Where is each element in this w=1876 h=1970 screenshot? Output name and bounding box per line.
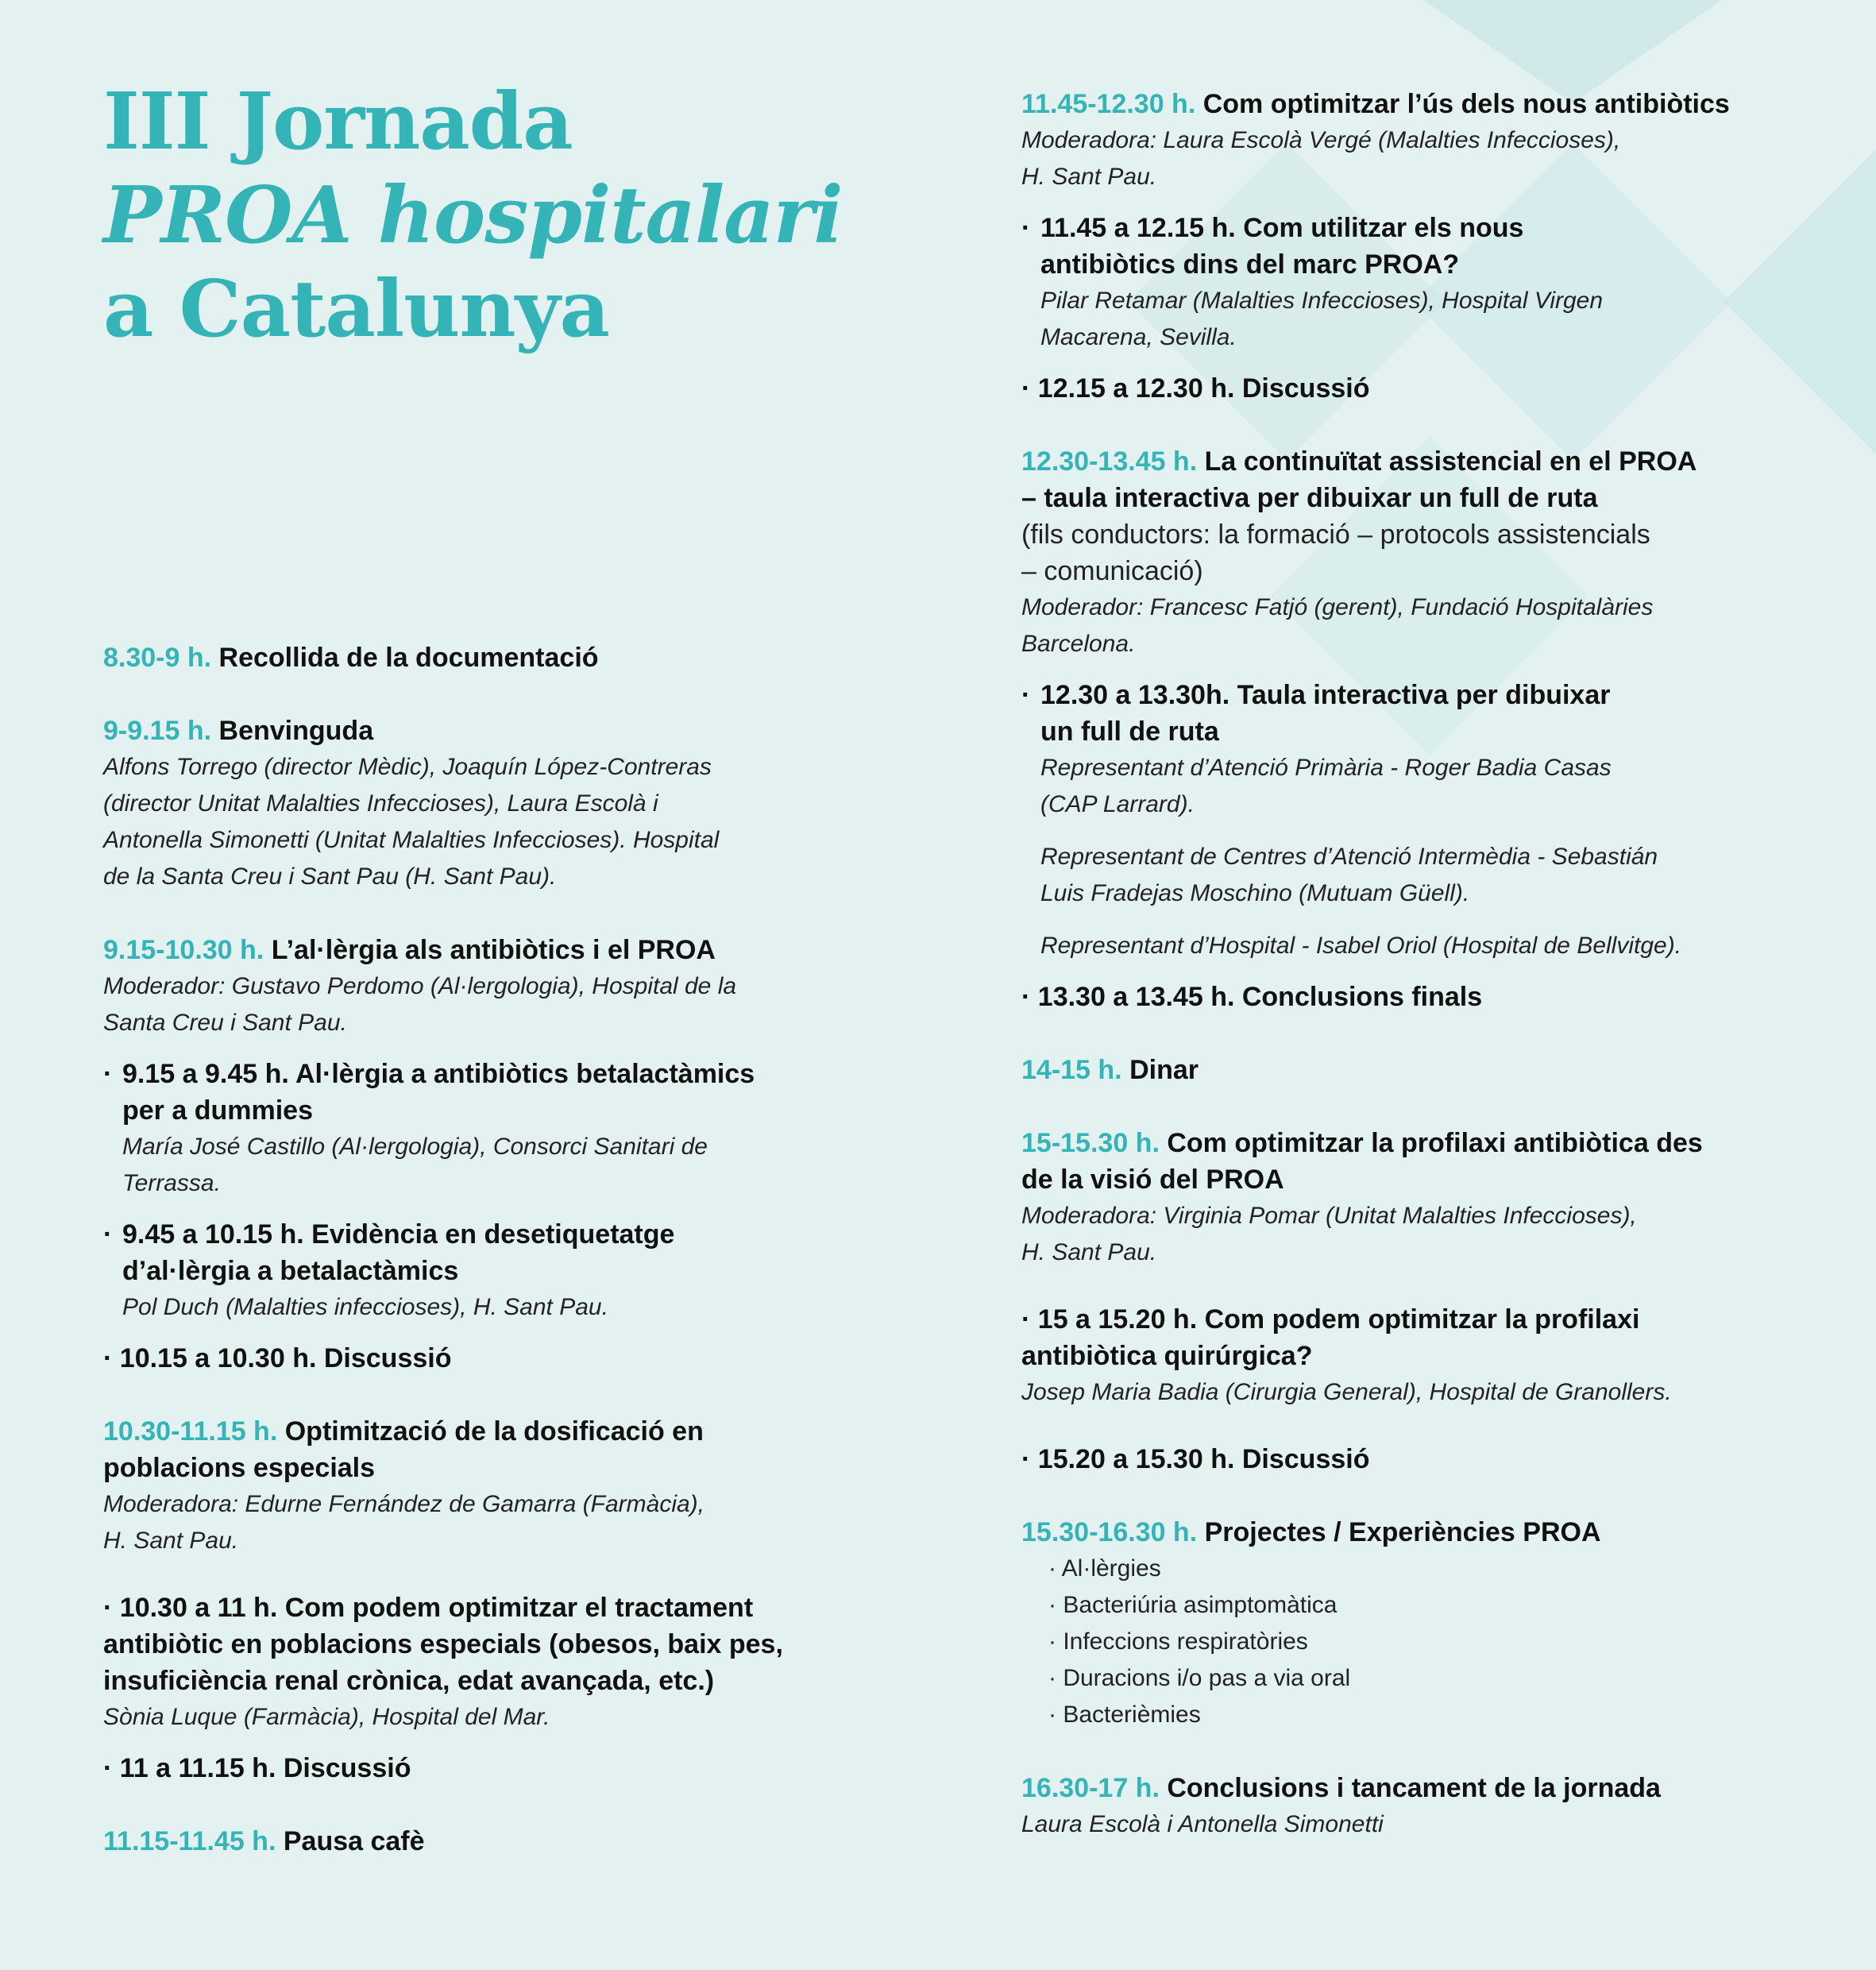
session-title: Dinar	[1129, 1055, 1199, 1085]
moderator-line: Moderadora: Virginia Pomar (Unitat Malalties Infeccioses),	[1021, 1203, 1637, 1229]
topic-item: · Duracions i/o pas a via oral	[1048, 1665, 1351, 1691]
subsession-item	[1021, 210, 1839, 356]
speakers-line: Pol Duch (Malalties infeccioses), H. Sant Pau.	[122, 1294, 608, 1320]
session-title-cont: – taula interactiva per dibuixar un full de ruta	[1021, 483, 1598, 513]
subsession-item	[103, 1216, 850, 1326]
session-title-cont: de la visió del PROA	[1021, 1165, 1284, 1195]
representative-line: Representant d’Atenció Primària - Roger Badia Casas	[1040, 755, 1612, 781]
subsession-title: 11.45 a 12.15 h. Com utilitzar els nous	[1040, 213, 1524, 243]
bullet-dot: ·	[103, 1059, 113, 1089]
session-title: Com optimitzar l’ús dels nous antibiòtics	[1202, 89, 1730, 119]
speakers-line: Terrassa.	[122, 1170, 221, 1196]
subsession-title: 12.30 a 13.30h. Taula interactiva per dibuixar	[1040, 680, 1611, 710]
page-title	[103, 75, 843, 357]
speakers-line: Laura Escolà i Antonella Simonetti	[1021, 1811, 1384, 1837]
subsession-title: 9.45 a 10.15 h. Evidència en desetiquetatge	[122, 1219, 675, 1250]
moderator-line: Moderadora: Laura Escolà Vergé (Malalties Infeccioses),	[1021, 127, 1621, 153]
session-title: Benvinguda	[218, 716, 374, 746]
speakers-line: Macarena, Sevilla.	[1040, 324, 1237, 350]
session-time: 10.30-11.15 h.	[103, 1416, 278, 1447]
session-note: (fils conductors: la formació – protocols assistencials	[1021, 520, 1650, 550]
session-title: Conclusions i tancament de la jornada	[1167, 1773, 1661, 1803]
representative-line: (CAP Larrard).	[1040, 791, 1195, 817]
moderator-line: Moderador: Gustavo Perdomo (Al·lergologia), Hospital de la	[103, 973, 737, 999]
session-dosing	[103, 1413, 850, 1787]
title-line-1: III Jornada	[103, 76, 573, 168]
bullet-dot: ·	[1021, 680, 1031, 710]
session-time: 9-9.15 h.	[103, 716, 212, 746]
session-title: Pausa cafè	[283, 1826, 425, 1856]
subsession-discussion: · 12.15 a 12.30 h. Discussió	[1021, 373, 1370, 404]
subsession-title: per a dummies	[122, 1095, 313, 1126]
session-time: 11.45-12.30 h.	[1021, 89, 1196, 119]
session-title-cont: poblacions especials	[103, 1453, 376, 1483]
subsession-conclusions: · 13.30 a 13.45 h. Conclusions finals	[1021, 982, 1483, 1012]
session-title: Recollida de la documentació	[218, 643, 599, 673]
speakers-line: Antonella Simonetti (Unitat Malalties Infeccioses). Hospital	[103, 827, 720, 853]
subsession-discussion: · 11 a 11.15 h. Discussió	[103, 1753, 411, 1783]
subsession-discussion: · 15.20 a 15.30 h. Discussió	[1021, 1444, 1370, 1474]
topic-item: · Infeccions respiratòries	[1048, 1628, 1308, 1655]
subsession-title: · 10.30 a 11 h. Com podem optimitzar el tractament	[103, 1593, 754, 1623]
subsession-title: · 15 a 15.20 h. Com podem optimitzar la profilaxi	[1021, 1304, 1640, 1335]
session-registration	[103, 639, 850, 676]
session-title: Com optimitzar la profilaxi antibiòtica des	[1167, 1128, 1703, 1158]
title-line-2: PROA hospitalari	[103, 170, 843, 261]
speakers-line: Josep Maria Badia (Cirurgia General), Hospital de Granollers.	[1021, 1379, 1672, 1405]
subsession-item	[103, 1056, 850, 1202]
session-time: 9.15-10.30 h.	[103, 935, 264, 965]
moderator-line: Moderador: Francesc Fatjó (gerent), Fundació Hospitalàries	[1021, 594, 1654, 620]
subsession-title: insuficiència renal crònica, edat avançada, etc.)	[103, 1666, 715, 1696]
moderator-line: Moderadora: Edurne Fernández de Gamarra (Farmàcia),	[103, 1491, 705, 1517]
speakers-line: Pilar Retamar (Malalties Infeccioses), Hospital Virgen	[1040, 288, 1604, 314]
session-time: 11.15-11.45 h.	[103, 1826, 276, 1856]
topic-item: · Bacterièmies	[1048, 1702, 1201, 1728]
bullet-dot: ·	[103, 1219, 113, 1250]
subsession-title: 9.15 a 9.45 h. Al·lèrgia a antibiòtics betalactàmics	[122, 1059, 755, 1089]
moderator-line: H. Sant Pau.	[1021, 164, 1157, 190]
speakers-line: María José Castillo (Al·lergologia), Consorci Sanitari de	[122, 1134, 708, 1160]
session-title: L’al·lèrgia als antibiòtics i el PROA	[271, 935, 716, 965]
session-time: 15.30-16.30 h.	[1021, 1517, 1198, 1547]
session-title: La continuïtat assistencial en el PROA	[1204, 446, 1697, 477]
session-continuity	[1021, 443, 1839, 1015]
subsession-title: antibiòtics dins del marc PROA?	[1040, 249, 1460, 280]
subsession-title: d’al·lèrgia a betalactàmics	[122, 1256, 459, 1286]
program-left-column	[103, 639, 850, 1860]
subsession-title: antibiòtica quirúrgica?	[1021, 1341, 1313, 1371]
session-note: – comunicació)	[1021, 556, 1203, 586]
session-title: Projectes / Experiències PROA	[1204, 1517, 1601, 1547]
moderator-line: H. Sant Pau.	[1021, 1239, 1157, 1265]
session-closing	[1021, 1770, 1839, 1843]
session-time: 14-15 h.	[1021, 1055, 1122, 1085]
session-time: 16.30-17 h.	[1021, 1773, 1160, 1803]
representative-line: Representant d’Hospital - Isabel Oriol (Hospital de Bellvitge).	[1040, 933, 1682, 959]
representative-line: Luis Fradejas Moschino (Mutuam Güell).	[1040, 880, 1470, 906]
session-time: 8.30-9 h.	[103, 643, 212, 673]
moderator-line: Santa Creu i Sant Pau.	[103, 1010, 347, 1036]
subsession-title: un full de ruta	[1040, 717, 1219, 747]
moderator-line: H. Sant Pau.	[103, 1528, 239, 1554]
session-welcome	[103, 713, 850, 895]
program-right-column	[1021, 86, 1839, 1843]
session-time: 12.30-13.45 h.	[1021, 446, 1198, 477]
title-line-3: a Catalunya	[103, 264, 610, 355]
moderator-line: Barcelona.	[1021, 631, 1136, 657]
speakers-line: de la Santa Creu i Sant Pau (H. Sant Pau).	[103, 863, 557, 890]
speakers-line: Sònia Luque (Farmàcia), Hospital del Mar.	[103, 1704, 550, 1730]
subsession-item	[1021, 677, 1839, 964]
session-projects	[1021, 1514, 1839, 1733]
representative-line: Representant de Centres d’Atenció Intermèdia - Sebastián	[1040, 844, 1658, 870]
subsession-title: antibiòtic en poblacions especials (obesos, baix pes,	[103, 1629, 783, 1659]
session-time: 15-15.30 h.	[1021, 1128, 1160, 1158]
speakers-line: Alfons Torrego (director Mèdic), Joaquín López-Contreras	[103, 754, 712, 780]
session-new-antibiotics	[1021, 86, 1839, 407]
subsession-discussion: · 10.15 a 10.30 h. Discussió	[103, 1343, 452, 1373]
session-title: Optimització de la dosificació en	[284, 1416, 704, 1447]
session-allergy	[103, 932, 850, 1377]
speakers-line: (director Unitat Malalties Infeccioses), Laura Escolà i	[103, 790, 658, 817]
topic-item: · Bacteriúria asimptomàtica	[1048, 1592, 1338, 1618]
bullet-dot: ·	[1021, 213, 1031, 243]
session-lunch	[1021, 1052, 1839, 1088]
topic-item: · Al·lèrgies	[1048, 1555, 1161, 1582]
session-coffee	[103, 1823, 850, 1860]
session-prophylaxis	[1021, 1125, 1839, 1478]
